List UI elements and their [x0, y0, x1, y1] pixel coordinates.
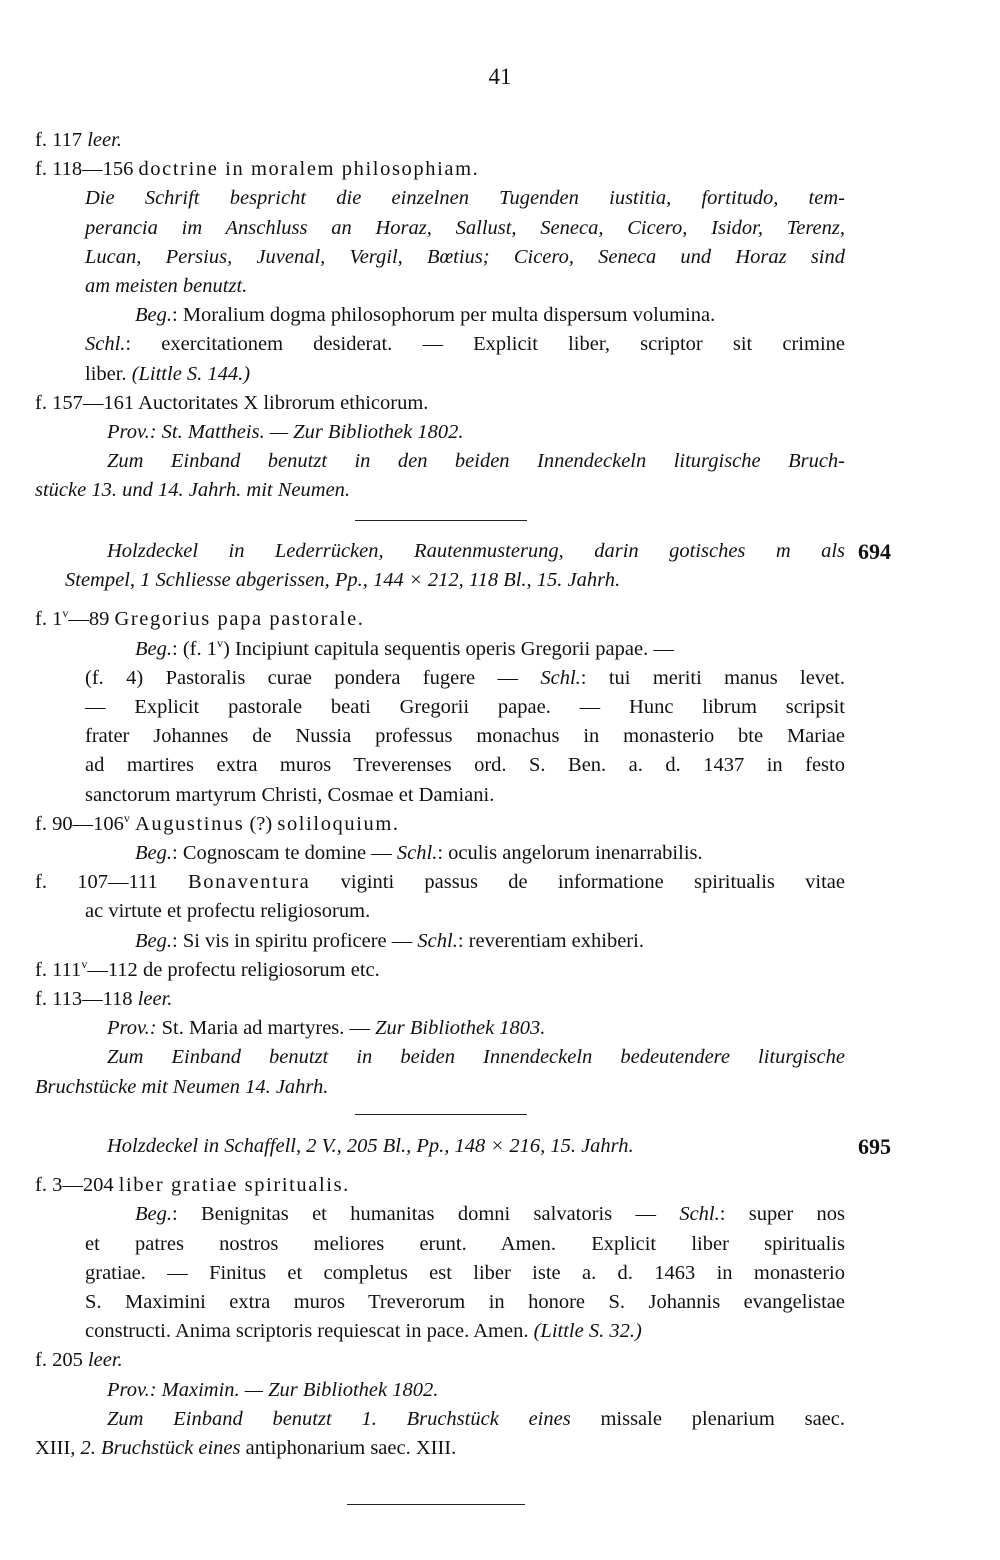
beg-text: : Si vis in spiritu proficere — — [172, 929, 418, 952]
binding-fragment-2: 2. Bruchstück eines — [80, 1437, 241, 1460]
text-line: gratiae. — Finitus et completus est liber iste a. d. 1463 in monasterio — [85, 1261, 845, 1284]
work-title: soliloquium. — [277, 812, 400, 835]
binding-note-line: Bruchstücke mit Neumen 14. Jahrh. — [35, 1075, 329, 1098]
binding-note-line — [35, 1405, 845, 1434]
work-title: liber gratiae spiritualis. — [118, 1174, 350, 1197]
provenance-line: Prov.: St. Mattheis. — Zur Bibliothek 1802. — [107, 421, 464, 444]
description-line: Lucan, Persius, Juvenal, Vergil, Bœtius; Cicero, Seneca und Horaz sind — [85, 245, 845, 268]
beg-line — [35, 927, 845, 956]
folio-line-3 — [35, 1171, 845, 1200]
author-name: Augustinus — [134, 812, 245, 835]
schl-cont-line — [35, 360, 845, 389]
entry-number: 694 — [858, 539, 891, 564]
text-line: S. Maximini extra muros Treverorum in honore S. Johannis evangelistae — [85, 1291, 845, 1314]
folio-note: leer. — [87, 1349, 123, 1372]
provenance-line — [35, 1014, 845, 1043]
beg-text: : Cognoscam te domine — — [172, 842, 397, 865]
prov-text: St. Maria ad martyres. — — [156, 1017, 376, 1040]
text-line: et patres nostros meliores erunt. Amen. Explicit liber spiritualis — [85, 1232, 845, 1255]
description-line: Stempel, 1 Schliesse abgerissen, Pp., 144 × 212, 118 Bl., 15. Jahrh. — [65, 569, 621, 592]
folio-line-113 — [35, 985, 845, 1014]
verso-mark: v — [216, 635, 223, 650]
work-title: Gregorius papa pastorale. — [114, 608, 365, 631]
binding-note-line: Zum Einband benutzt in beiden Innendeckeln bedeutendere liturgische — [107, 1046, 845, 1069]
text-line: frater Johannes de Nussia professus monachus in monasterio bte Mariae — [85, 725, 845, 748]
library-acquisition: Zur Bibliothek 1803. — [375, 1017, 546, 1040]
schl-label: Schl. — [85, 333, 126, 356]
century: XIII, — [35, 1437, 81, 1460]
beg-label: Beg. — [135, 637, 172, 660]
folio-ref: f. 1 — [35, 608, 63, 631]
uncertain-mark: (?) — [244, 812, 278, 835]
page-number: 41 — [488, 64, 512, 89]
work-title: de profectu religiosorum etc. — [142, 958, 380, 981]
binding-note-line: Zum Einband benutzt in den beiden Innendeckeln liturgische Bruch- — [107, 450, 845, 473]
entry-694 — [35, 537, 845, 1102]
text-line — [35, 664, 845, 693]
folio-line-1 — [35, 605, 845, 634]
folio-ref: f. 3—204 — [35, 1174, 114, 1197]
binding-note-line: stücke 13. und 14. Jahrh. mit Neumen. — [35, 479, 351, 502]
schl-text: : oculis angelorum inenarrabilis. — [437, 842, 703, 865]
folio-line-205 — [35, 1346, 845, 1375]
schl-cont: liber. — [85, 362, 127, 385]
beg-label: Beg. — [135, 929, 172, 952]
text-line: — Explicit pastorale beati Gregorii papae. — Hunc librum scripsit — [85, 696, 845, 719]
beg-label: Beg. — [135, 1203, 172, 1226]
description-line: perancia im Anschluss an Horaz, Sallust, Seneca, Cicero, Isidor, Terenz, — [85, 216, 845, 239]
folio-ref: f. 117 — [35, 129, 83, 151]
schl-text: : exercitationem desiderat. — Explicit liber, scriptor sit crimine — [125, 333, 845, 356]
text-fragment: (f. 4) Pastoralis curae pondera fugere — — [85, 666, 541, 689]
entry-number: 695 — [858, 1134, 891, 1159]
folio-range: —89 — [68, 608, 110, 631]
schl-label: Schl. — [396, 842, 438, 865]
folio-line-107 — [35, 868, 845, 897]
text-line — [35, 1317, 845, 1346]
provenance-line: Prov.: Maximin. — Zur Bibliothek 1802. — [107, 1378, 439, 1401]
text-line: sanctorum martyrum Christi, Cosmae et Damiani. — [85, 783, 495, 806]
folio-ref: f. 157—161 — [35, 391, 135, 414]
work-title: Auctoritates X librorum ethicorum. — [138, 391, 429, 414]
beg-line — [35, 301, 845, 330]
text-fragment: constructi. Anima scriptoris requiescat in pace. Amen. — [85, 1320, 534, 1343]
folio-ref: f. 111 — [35, 958, 82, 981]
binding-note-line — [35, 1434, 845, 1463]
description-line: Holzdeckel in Lederrücken, Rautenmusterung, darin gotisches m als — [107, 540, 845, 562]
verso-mark: v — [62, 606, 69, 621]
entry-693-tail — [35, 126, 845, 506]
work-title: doctrine in moralem philosophiam. — [138, 158, 480, 181]
beg-label: Beg. — [135, 842, 172, 865]
little-reference: (Little S. 32.) — [533, 1320, 642, 1343]
author-name: Bonaventura — [188, 871, 311, 894]
binding-fragment-2-text: antiphonarium saec. XIII. — [240, 1437, 457, 1460]
prov-label: Prov.: — [107, 1017, 157, 1040]
section-divider — [355, 520, 527, 521]
beg-text: : (f. 1 — [172, 637, 217, 660]
schl-label: Schl. — [679, 1203, 720, 1226]
folio-ref: f. 107—111 — [35, 871, 158, 894]
text-line: ad martires extra muros Treverenses ord. S. Ben. a. d. 1437 in festo — [85, 754, 845, 777]
folio-line-90 — [35, 810, 845, 839]
schl-text: : tui meriti manus levet. — [580, 666, 846, 689]
schl-text: : reverentiam exhiberi. — [457, 929, 644, 952]
folio-range: —112 — [87, 958, 138, 981]
description-line: Die Schrift bespricht die einzelnen Tugenden iustitia, fortitudo, tem- — [85, 187, 845, 210]
folio-note: leer. — [137, 988, 173, 1011]
schl-line — [35, 330, 845, 359]
beg-line — [35, 839, 845, 868]
description-line: am meisten benutzt. — [85, 275, 248, 298]
schl-label: Schl. — [417, 929, 458, 952]
binding-fragment-1-text: missale plenarium saec. — [570, 1407, 845, 1430]
entry-695 — [35, 1132, 845, 1463]
verso-mark: v — [123, 811, 130, 825]
beg-text: : Moralium dogma philosophorum per multa dispersum volumina. — [172, 304, 716, 327]
schl-label: Schl. — [540, 666, 581, 689]
work-title-cont: ac virtute et profectu religiosorum. — [85, 900, 371, 923]
folio-line-117 — [35, 126, 845, 155]
folio-line-118 — [35, 155, 845, 184]
beg-line — [35, 635, 845, 664]
folio-ref: f. 205 — [35, 1349, 83, 1372]
little-reference: (Little S. 144.) — [131, 362, 251, 385]
beg-text-rest: ) Incipiunt capitula sequentis operis Gregorii papae. — — [222, 637, 674, 660]
folio-ref: f. 90—106 — [35, 812, 124, 835]
section-divider — [355, 1114, 527, 1115]
verso-mark: v — [81, 957, 88, 972]
folio-line-111 — [35, 956, 845, 985]
folio-line-157 — [35, 389, 845, 418]
folio-ref: f. 118—156 — [35, 158, 134, 181]
beg-text: : Benignitas et humanitas domni salvatoris — — [172, 1203, 680, 1226]
beg-label: Beg. — [135, 304, 172, 327]
binding-fragment-1: Zum Einband benutzt 1. Bruchstück eines — [107, 1407, 571, 1430]
folio-ref: f. 113—118 — [35, 988, 133, 1011]
beg-line — [35, 1200, 845, 1229]
work-title: viginti passus de informatione spiritualis vitae — [340, 871, 846, 894]
folio-note: leer. — [87, 129, 122, 151]
schl-text: : super nos — [719, 1203, 845, 1226]
section-divider — [347, 1504, 525, 1505]
description-line: Holzdeckel in Schaffell, 2 V., 205 Bl., Pp., 148 × 216, 15. Jahrh. — [107, 1135, 634, 1157]
